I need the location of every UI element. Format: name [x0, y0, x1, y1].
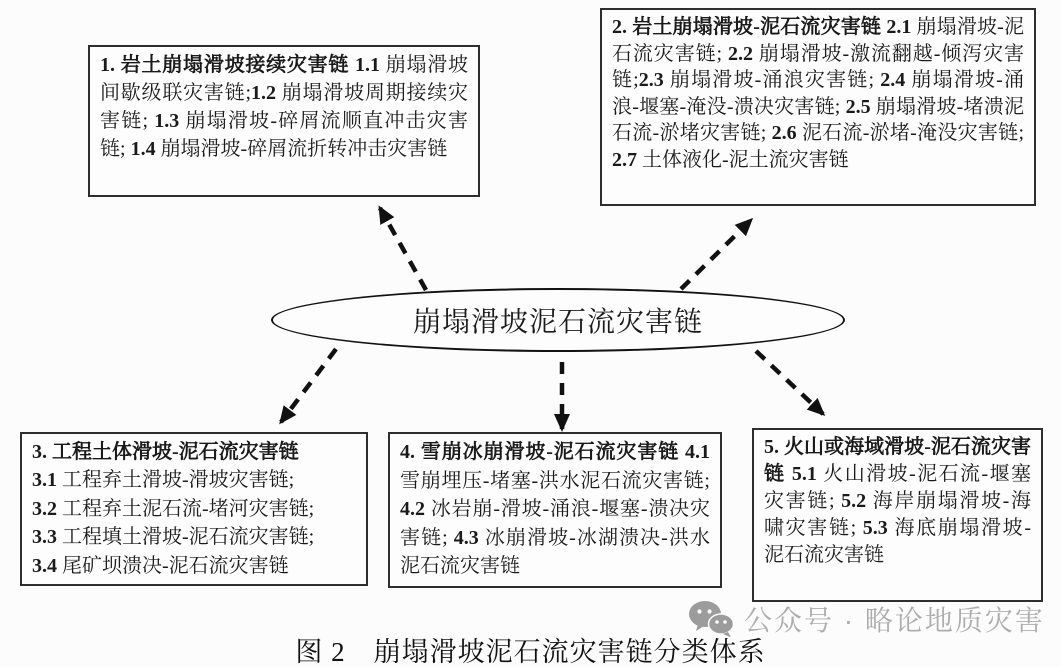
item-text: 土体液化-泥土流灾害链 [637, 148, 849, 171]
box-title [400, 441, 679, 463]
item-number: 2.1 [886, 16, 912, 38]
item-number: 4.2 [400, 498, 425, 520]
item-number: 2.4 [880, 69, 906, 91]
arrow-to-box-3 [281, 349, 336, 422]
box-title-text: 火山或海域滑坡-泥石流灾害链 [764, 436, 1031, 485]
arrow-to-box-1 [380, 208, 426, 290]
item-number: 2.5 [845, 95, 871, 118]
item-text: 崩塌滑坡-激流翻越-倾泻灾害链; [612, 42, 1024, 91]
box-volcano-marine-chain [752, 428, 1043, 602]
chain-item [32, 552, 356, 580]
item-text: 泥石流-淤堵-淹没灾害链; [796, 122, 1024, 144]
wechat-icon [688, 600, 735, 638]
box-number: 2. [612, 16, 627, 38]
chain-item [639, 69, 880, 91]
item-text: 崩塌滑坡间歇级联灾害链; [100, 54, 469, 104]
item-number: 2.2 [728, 42, 753, 65]
item-text: 雪崩埋压-堵塞-洪水泥石流灾害链; [400, 469, 710, 492]
item-text: 崩塌滑坡周期接续灾害链; [100, 82, 468, 132]
chain-item [131, 138, 448, 160]
item-text: 崩塌滑坡-碎屑流折转冲击灾害链 [155, 138, 448, 160]
chain-item [612, 149, 849, 171]
box-title-text: 岩土崩塌滑坡接续灾害链 [120, 54, 350, 76]
item-text: 工程填土滑坡-泥石流灾害链; [57, 526, 315, 549]
item-text: 崩塌滑坡-涌浪灾害链; [663, 69, 881, 91]
box-title [32, 438, 356, 466]
item-text: 海岸崩塌滑坡-海啸灾害链; [764, 490, 1031, 539]
item-text: 冰崩滑坡-冰湖溃决-洪水泥石流灾害链 [400, 526, 710, 577]
box-number: 1. [100, 54, 115, 76]
item-number: 3.1 [32, 469, 57, 492]
item-number: 1.2 [251, 82, 276, 104]
item-text: 工程弃土泥石流-堵河灾害链; [57, 497, 315, 520]
item-number: 1.1 [354, 54, 380, 76]
box-body [764, 463, 1031, 566]
item-number: 1.4 [130, 138, 156, 160]
item-text: 崩塌滑坡-涌浪-堰塞-淹没-溃决灾害链; [612, 69, 1024, 118]
chain-item [32, 466, 356, 494]
item-number: 5.1 [791, 463, 817, 485]
item-number: 5.2 [841, 490, 867, 512]
box-title [612, 16, 881, 38]
item-number: 2.6 [771, 122, 797, 144]
box-title-text: 雪崩冰崩滑坡-泥石流灾害链 [420, 441, 680, 463]
item-text: 尾矿坝溃决-泥石流灾害链 [57, 554, 289, 577]
item-text: 火山滑坡-泥石流-堰塞灾害链; [764, 463, 1031, 512]
item-text: 冰岩崩-滑坡-涌浪-堰塞-溃决灾害链; [400, 498, 710, 549]
arrow-to-box-5 [756, 351, 823, 414]
box-number: 4. [400, 441, 415, 463]
item-text: 崩塌滑坡-泥石流灾害链; [612, 16, 1025, 65]
figure-caption: 图 2 崩塌滑坡泥石流灾害链分类体系 [295, 637, 766, 667]
item-number: 5.3 [862, 517, 888, 539]
center-ellipse [271, 288, 845, 352]
item-number: 4.3 [453, 526, 479, 549]
watermark [688, 599, 1045, 639]
box-body [612, 16, 1024, 171]
item-text: 海底崩塌滑坡-泥石流灾害链 [764, 517, 1031, 566]
item-number: 3.2 [32, 497, 57, 520]
box-engineering-soil-chain [20, 432, 368, 586]
item-number: 3.4 [32, 554, 57, 577]
box-title [100, 54, 349, 76]
item-number: 4.1 [685, 441, 710, 463]
item-number: 1.3 [154, 110, 180, 132]
item-number: 2.3 [638, 69, 664, 91]
watermark-text: 公众号 · 略论地质灾害 [744, 605, 1045, 636]
item-number: 2.7 [612, 148, 637, 171]
box-rock-soil-debris-flow-chain [600, 8, 1036, 206]
item-number: 3.3 [32, 526, 57, 549]
center-label: 崩塌滑坡泥石流灾害链 [412, 307, 703, 338]
box-avalanche-ice-chain [388, 432, 722, 588]
box-title-text: 岩土崩塌滑坡-泥石流灾害链 [632, 16, 882, 38]
chain-item [772, 122, 1024, 144]
chain-item [32, 523, 356, 551]
arrow-to-box-2 [681, 220, 751, 289]
box-number: 5. [764, 436, 779, 458]
box-number: 3. [32, 441, 47, 463]
box-title-text: 工程土体滑坡-泥石流灾害链 [52, 441, 299, 463]
chain-item [32, 495, 356, 523]
box-rock-soil-successive-chain [88, 45, 480, 197]
item-text: 崩塌滑坡-碎屑流顺直冲击灾害链; [100, 110, 468, 160]
item-text: 工程弃土滑坡-滑坡灾害链; [57, 469, 295, 492]
box-body [32, 466, 356, 580]
item-text: 崩塌滑坡-堵溃泥石流-淤堵灾害链; [612, 95, 1024, 144]
